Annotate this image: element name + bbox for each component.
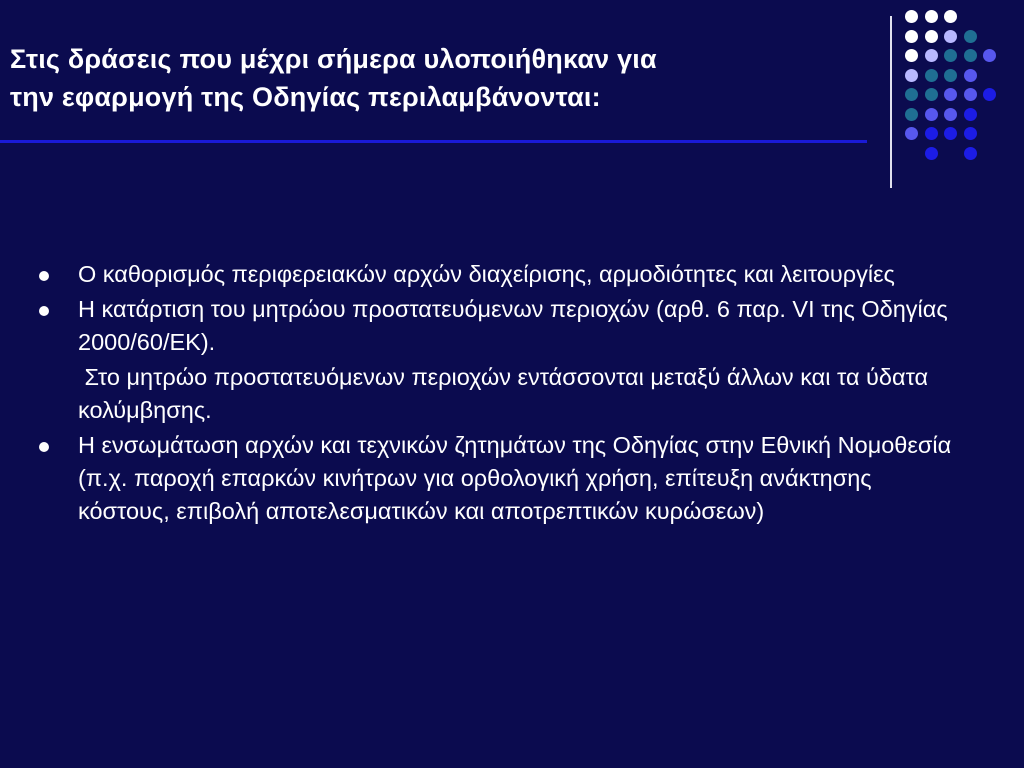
decorative-dot (905, 88, 918, 101)
bullet-text: Στο μητρώο προστατευόμενων περιοχών εντάσσονται μεταξύ άλλων και τα ύδατα κολύμβησης. (78, 364, 935, 423)
bullet-item-3 (36, 429, 966, 528)
decorative-dot (964, 127, 977, 140)
decorative-dot (944, 127, 957, 140)
decorative-dot (925, 69, 938, 82)
decorative-dot (925, 49, 938, 62)
decorative-dot (925, 10, 938, 23)
bullet-dot-icon (39, 442, 49, 452)
decorative-dot (905, 10, 918, 23)
slide-title-line-1: Στις δράσεις που μέχρι σήμερα υλοποιήθηκαν για (10, 44, 657, 74)
decorative-dot (944, 30, 957, 43)
decorative-dot (964, 108, 977, 121)
bullet-list (36, 258, 966, 530)
decorative-dot (944, 88, 957, 101)
decorative-dot (925, 108, 938, 121)
bullet-item-1 (36, 258, 966, 291)
decorative-dot (925, 127, 938, 140)
decorative-dot (944, 10, 957, 23)
bullet-dot-icon (39, 271, 49, 281)
bullet-item-2-continuation (36, 361, 966, 427)
bullet-dot-icon (39, 306, 49, 316)
decorative-dot (905, 69, 918, 82)
decorative-dot (964, 147, 977, 160)
decorative-dot (964, 49, 977, 62)
decorative-dot-grid (905, 10, 1015, 170)
slide-title (10, 40, 870, 116)
decorative-dot (983, 49, 996, 62)
decorative-dot (944, 108, 957, 121)
decorative-dot (905, 49, 918, 62)
decorative-dot (925, 147, 938, 160)
bullet-text: Ο καθορισμός περιφερειακών αρχών διαχείρισης, αρμοδιότητες και λειτουργίες (78, 261, 895, 287)
decorative-dot (944, 49, 957, 62)
decorative-dot (983, 88, 996, 101)
decorative-dot (905, 108, 918, 121)
decorative-dot (925, 30, 938, 43)
bullet-item-2 (36, 293, 966, 359)
vertical-divider (890, 16, 892, 188)
bullet-text: Η ενσωμάτωση αρχών και τεχνικών ζητημάτων της Οδηγίας στην Εθνική Νομοθεσία (π.χ. παροχή επαρκών κινήτρων για ορθολογική χρήση, επίτευξη ανάκτησης κόστους, επιβολή αποτελεσματικών και αποτρεπτικών κυρώσεων) (78, 432, 952, 524)
decorative-dot (964, 30, 977, 43)
title-underline (0, 140, 867, 143)
decorative-dot (905, 30, 918, 43)
decorative-dot (964, 69, 977, 82)
bullet-text: Η κατάρτιση του μητρώου προστατευόμενων περιοχών (αρθ. 6 παρ. VI της Οδηγίας 2000/60/ΕΚ). (78, 296, 948, 355)
slide-title-line-2: την εφαρμογή της Οδηγίας περιλαμβάνονται: (10, 82, 601, 112)
decorative-dot (905, 127, 918, 140)
decorative-dot (925, 88, 938, 101)
decorative-dot (964, 88, 977, 101)
decorative-dot (944, 69, 957, 82)
